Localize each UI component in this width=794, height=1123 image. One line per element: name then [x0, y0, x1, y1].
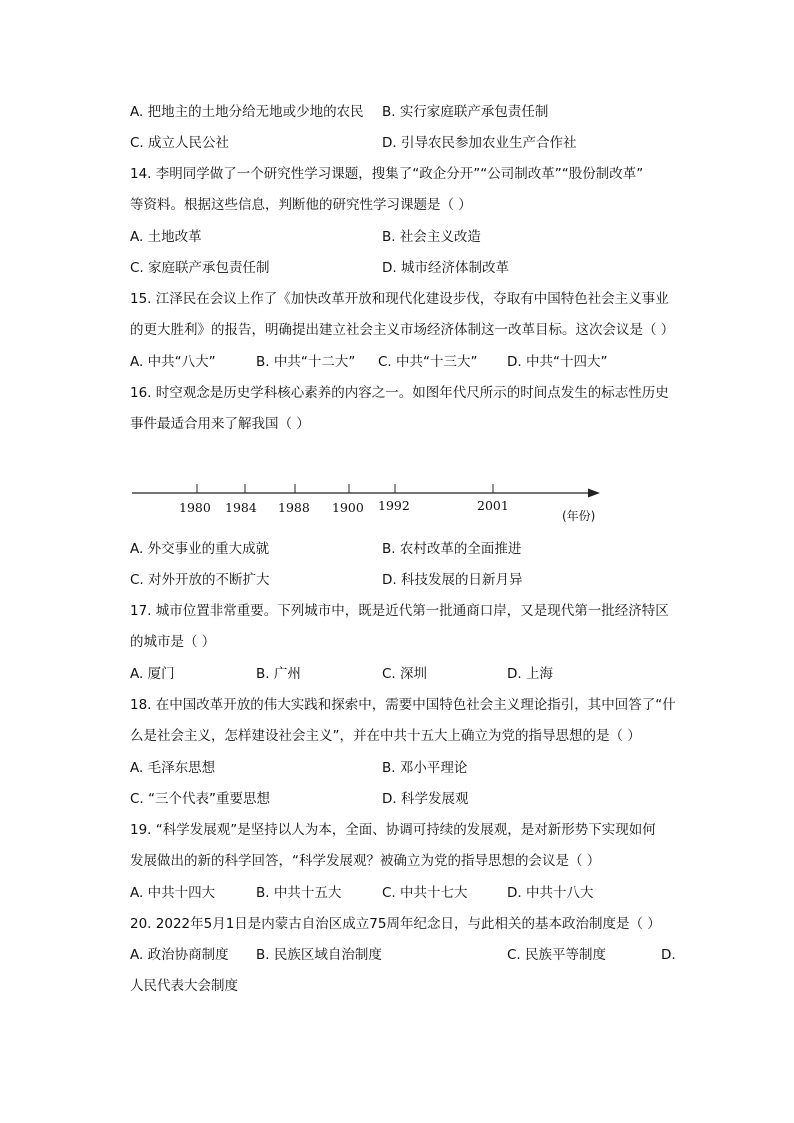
q20-option-a: A. 政治协商制度	[130, 947, 229, 963]
q18-option-d: D. 科学发展观	[382, 791, 469, 807]
timeline-year-label: 1980	[179, 500, 211, 515]
q19-stem-line2: 发展做出的新的科学回答，“科学发展观？被确立为党的指导思想的会议是（ ）	[130, 853, 601, 869]
q14-stem-line2: 等资料。根据这些信息，判断他的研究性学习课题是（ ）	[130, 197, 472, 213]
q16-option-b: B. 农村改革的全面推进	[382, 541, 522, 557]
q15-option-d: D. 中共“十四大”	[507, 354, 608, 370]
q17-stem-line1: 17. 城市位置非常重要。下列城市中，既是近代第一批通商口岸，又是现代第一批经济特区	[130, 603, 669, 619]
q14-option-b: B. 社会主义改造	[382, 229, 481, 245]
q15-option-a: A. 中共“八大”	[130, 354, 216, 370]
q13-option-a: A. 把地主的土地分给无地或少地的农民	[130, 104, 364, 120]
q16-stem-line2: 事件最适合用来了解我国（ ）	[130, 416, 310, 432]
timeline-year-label: 2001	[477, 498, 509, 513]
q15-stem-line1: 15. 江泽民在会议上作了《加快改革开放和现代化建设步伐，夺取有中国特色社会主义事业	[130, 291, 669, 307]
q13-option-d: D. 引导农民参加农业生产合作社	[382, 135, 577, 151]
q17-option-d: D. 上海	[507, 666, 553, 682]
timeline-arrowhead	[588, 489, 600, 498]
q17-option-c: C. 深圳	[382, 666, 428, 682]
q14-option-d: D. 城市经济体制改革	[382, 260, 509, 276]
q16-stem-line1: 16. 时空观念是历史学科核心素养的内容之一。如图年代尺所示的时间点发生的标志性历史	[130, 385, 669, 401]
q17-option-b: B. 广州	[256, 666, 301, 682]
timeline-year-label: 1992	[378, 498, 410, 513]
timeline-year-label: 1900	[332, 500, 364, 515]
q20-stem-line1: 20. 2022年5月1日是内蒙古自治区成立75周年纪念日，与此相关的基本政治制度是（ ）	[130, 916, 661, 932]
q18-option-a: A. 毛泽东思想	[130, 760, 216, 776]
q20-option-b: B. 民族区域自治制度	[256, 947, 382, 963]
timeline-figure	[130, 478, 610, 528]
q19-stem-line1: 19. “科学发展观”是坚持以人为本，全面、协调可持续的发展观，是对新形势下实现如何	[130, 822, 656, 838]
q14-stem-line1: 14. 李明同学做了一个研究性学习课题，搜集了“政企分开”“公司制改革”“股份制改革”	[130, 166, 644, 182]
q15-option-b: B. 中共“十二大”	[256, 354, 356, 370]
q14-option-a: A. 土地改革	[130, 229, 202, 245]
q19-option-b: B. 中共十五大	[256, 885, 342, 901]
q19-option-c: C. 中共十七大	[382, 885, 468, 901]
q13-option-c: C. 成立人民公社	[130, 135, 230, 151]
q20-option-d: D.	[661, 947, 676, 963]
q16-option-c: C. 对外开放的不断扩大	[130, 572, 270, 588]
q16-option-a: A. 外交事业的重大成就	[130, 541, 270, 557]
q19-option-d: D. 中共十八大	[507, 885, 594, 901]
q17-stem-line2: 的城市是（ ）	[130, 634, 216, 650]
q19-option-a: A. 中共十四大	[130, 885, 216, 901]
q20-option-d-continued: 人民代表大会制度	[130, 978, 238, 994]
timeline-year-label: 1984	[225, 500, 257, 515]
q18-option-b: B. 邓小平理论	[382, 760, 468, 776]
timeline-year-label: 1988	[278, 500, 310, 515]
q20-option-c: C. 民族平等制度	[507, 947, 607, 963]
q14-option-c: C. 家庭联产承包责任制	[130, 260, 270, 276]
q16-option-d: D. 科技发展的日新月异	[382, 572, 523, 588]
timeline-unit-label: (年份)	[562, 509, 596, 523]
q15-stem-line2: 的更大胜利》的报告，明确提出建立社会主义市场经济体制这一改革目标。这次会议是（ ）	[130, 322, 675, 338]
q18-stem-line2: 么是社会主义，怎样建设社会主义”，并在中共十五大上确立为党的指导思想的是（ ）	[130, 728, 641, 744]
q13-option-b: B. 实行家庭联产承包责任制	[382, 104, 549, 120]
q15-option-c: C. 中共“十三大”	[378, 354, 478, 370]
q17-option-a: A. 厦门	[130, 666, 175, 682]
q18-option-c: C. “三个代表”重要思想	[130, 791, 270, 807]
q18-stem-line1: 18. 在中国改革开放的伟大实践和探索中，需要中国特色社会主义理论指引，其中回答了“什	[130, 697, 676, 713]
